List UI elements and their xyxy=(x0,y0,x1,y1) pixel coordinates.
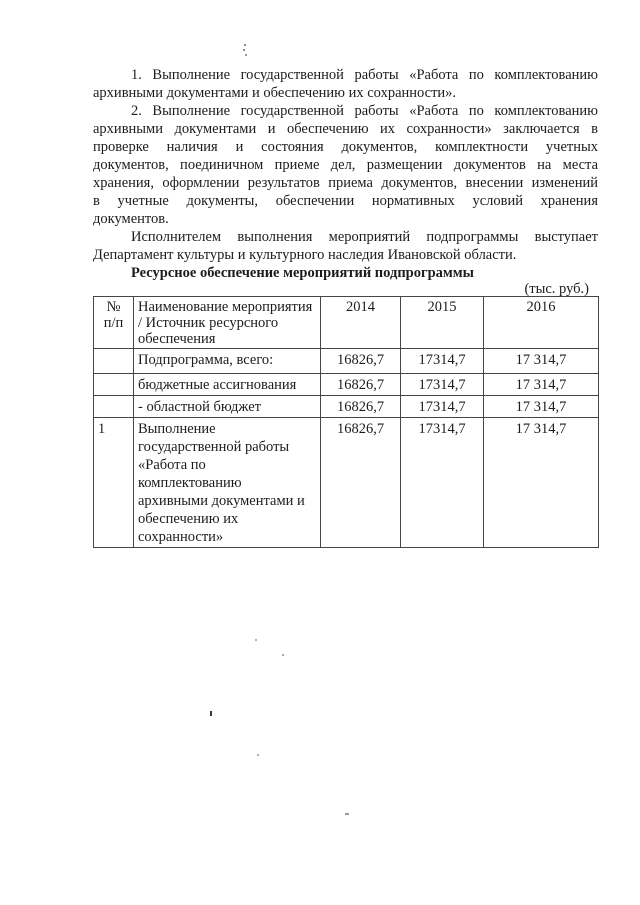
table-cell: 16826,7 xyxy=(321,349,401,374)
table-cell: 17314,7 xyxy=(401,396,484,418)
table-row xyxy=(94,374,599,396)
text-line: № xyxy=(106,299,121,315)
text-line: комплектованию xyxy=(138,475,242,491)
table-cell: 17314,7 xyxy=(401,374,484,396)
table-cell: 17 314,7 xyxy=(484,418,599,548)
table-header-row xyxy=(94,297,599,349)
text-line: обеспечению их xyxy=(138,511,239,527)
paragraph xyxy=(93,228,598,264)
text-line: в учетные документы, обеспечении нормативных условий хранения xyxy=(93,193,598,209)
text-line: обеспечения xyxy=(138,331,216,347)
scan-speck xyxy=(243,49,245,51)
text-line: хранения, оформлении результатов приема документов, внесении изменений xyxy=(93,175,598,191)
text-line: «Работа по xyxy=(138,457,206,473)
table-cell: бюджетные ассигнования xyxy=(134,374,321,396)
document-content xyxy=(93,66,598,548)
table-cell: 17 314,7 xyxy=(484,374,599,396)
table-header-cell: 2015 xyxy=(401,297,484,349)
text-line: Департамент культуры и культурного наследия Ивановской области. xyxy=(93,247,517,263)
text-line: архивными документами и обеспечению их сохранности». xyxy=(93,85,457,101)
scan-speck xyxy=(244,44,246,46)
table-cell: 17314,7 xyxy=(401,418,484,548)
table-row xyxy=(94,418,599,548)
text-line: проверке наличия и состояния документов, комплектности учетных xyxy=(93,139,598,155)
text-line: документов. xyxy=(93,211,169,227)
table-cell xyxy=(134,418,321,548)
text-line: / Источник ресурсного xyxy=(138,315,279,331)
text-line: документов, поединичном приеме дел, размещении документов на места xyxy=(93,157,598,173)
table-cell: 17 314,7 xyxy=(484,396,599,418)
table-cell: - областной бюджет xyxy=(134,396,321,418)
table-header-cell xyxy=(134,297,321,349)
table-cell xyxy=(94,349,134,374)
table-cell: 16826,7 xyxy=(321,418,401,548)
scan-speck xyxy=(282,654,284,656)
scan-speck xyxy=(255,639,257,641)
text-line: Выполнение xyxy=(138,421,216,437)
paragraph xyxy=(93,102,598,228)
table-cell: 17 314,7 xyxy=(484,349,599,374)
text-line: Наименование мероприятия xyxy=(138,299,313,315)
table-cell: 1 xyxy=(94,418,134,548)
table-header-cell: 2014 xyxy=(321,297,401,349)
table-cell xyxy=(94,374,134,396)
table-cell: Подпрограмма, всего: xyxy=(134,349,321,374)
table-cell: 16826,7 xyxy=(321,374,401,396)
paragraph xyxy=(93,66,598,102)
table-header-cell xyxy=(94,297,134,349)
section-heading: Ресурсное обеспечение мероприятий подпрограммы xyxy=(131,265,474,281)
text-line: 1. Выполнение государственной работы «Работа по комплектованию xyxy=(131,67,598,83)
text-line: сохранности» xyxy=(138,529,224,545)
text-line: архивными документами и xyxy=(138,493,305,509)
scan-speck xyxy=(345,813,349,815)
scan-speck xyxy=(210,711,212,716)
text-line: государственной работы xyxy=(138,439,290,455)
scan-speck xyxy=(245,54,247,56)
table-row xyxy=(94,396,599,418)
text-line: архивными документами и обеспечению их сохранности» заключается в xyxy=(93,121,598,137)
text-line: п/п xyxy=(103,315,124,331)
resource-table xyxy=(93,296,599,548)
scan-speck xyxy=(257,754,259,756)
text-line: 2. Выполнение государственной работы «Работа по комплектованию xyxy=(131,103,598,119)
table-cell: 17314,7 xyxy=(401,349,484,374)
units-label: (тыс. руб.) xyxy=(524,281,589,297)
text-line: Исполнителем выполнения мероприятий подпрограммы выступает xyxy=(131,229,598,245)
table-row xyxy=(94,349,599,374)
table-cell: 16826,7 xyxy=(321,396,401,418)
table-cell xyxy=(94,396,134,418)
table-header-cell: 2016 xyxy=(484,297,599,349)
